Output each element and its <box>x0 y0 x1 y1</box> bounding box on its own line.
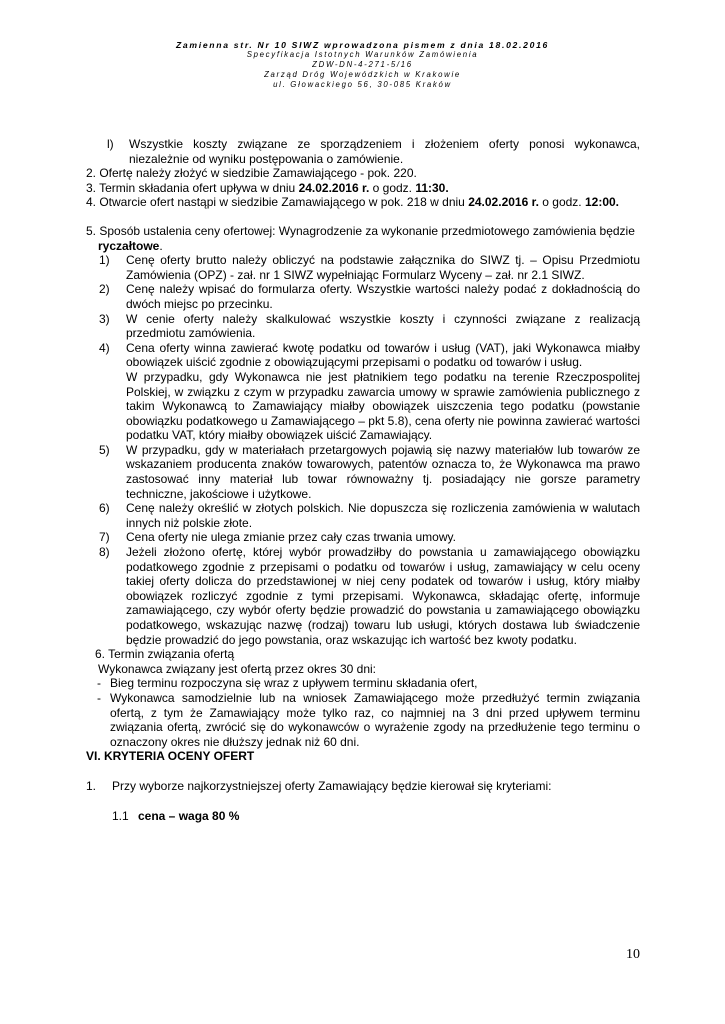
list-item-text-continued: W przypadku, gdy Wykonawca nie jest płatnikiem tego podatku na terenie Rzeczpospolitej Polskiej, w związku z czym w przypadku zawarcia umowy w sprawie zamówienia publicznego z takim Wykonawcą to Zamawiający miałby obowiązek uiszczenia tego podatku (powstanie obowiązku podatkowego u Zamawiającego – pkt 5.8), cena oferty nie powinna zawierać wartości podatku VAT, który miałby obowiązek uiścić Zamawiający. <box>126 369 640 443</box>
list-item-text: W przypadku, gdy w materiałach przetargowych pojawią się nazwy materiałów lub towarów ze wskazaniem producenta znaków towarowych, patentów oznacza to, że Wykonawca ma prawo zastosować inny materiał lub towar równoważny tj. posiadający nie gorsze parametry techniczne, jakościowe i użytkowe. <box>126 442 640 501</box>
paragraph-5 <box>86 224 640 647</box>
list-item <box>88 530 640 545</box>
list-item-label: 7) <box>99 530 110 545</box>
list-item <box>88 312 640 341</box>
header-spec-line: Specyfikacja Istotnych Warunków Zamówienia <box>246 50 479 59</box>
paragraph-3-mid: o godz. <box>369 180 416 195</box>
list-item-label: 8) <box>99 545 110 560</box>
list-item <box>88 341 640 443</box>
list-item-label: 2) <box>99 282 110 297</box>
price-rules-list <box>88 253 640 647</box>
criterion-price <box>112 809 640 824</box>
list-item-body <box>126 341 640 443</box>
paragraph-5-intro: 5. Sposób ustalenia ceny ofertowej: Wynagrodzenie za wykonanie przedmiotowego zamówienia będzie <box>86 223 635 238</box>
list-item-text: Cenę należy wpisać do formularza oferty. Wszystkie wartości należy podać z dokładnością do dwóch miejsc po przecinku. <box>126 282 640 311</box>
list-item <box>88 545 640 647</box>
list-item <box>95 676 640 691</box>
list-item-text: Cenę należy określić w złotych polskich. Nie dopuszcza się rozliczenia zamówienia w walutach innych niż polskie złote. <box>126 501 640 530</box>
item-l-text: Wszystkie koszty związane ze sporządzeniem i złożeniem oferty ponosi wykonawca, niezależnie od wyniku postępowania o zamówienie. <box>129 137 640 166</box>
paragraph-6 <box>95 647 640 749</box>
list-item-text: W cenie oferty należy skalkulować wszystkie koszty i czynności związane z realizacją przedmiotu zamówienia. <box>126 311 640 341</box>
list-item <box>88 253 640 282</box>
item-l <box>107 137 640 166</box>
list-item-label: 1) <box>99 253 110 268</box>
paragraph-3-time: 11:30. <box>415 180 449 195</box>
paragraph-5-bold: ryczałtowe <box>98 238 160 253</box>
list-item-text: Jeżeli złożono ofertę, której wybór prowadziłby do powstania u zamawiającego obowiązku podatkowego zgodnie z przepisami o podatku od towarów i usług, zamawiający w celu oceny takiej oferty dolicza do przedstawionej w niej ceny podatek od towarów i usług, który miałby obowiązek rozliczyć zgodnie z tymi przepisami. Wykonawca, składając ofertę, informuje zamawiającego, czy wybór oferty będzie prowadzić do powstania u zamawiającego obowiązku podatkowego, wskazując nazwę (rodzaj) towaru lub usługi, których dostawa lub świadczenie będzie prowadzić do jego powstania, oraz wskazując ich wartość bez kwoty podatku. <box>126 545 640 647</box>
list-item-text: Wykonawca samodzielnie lub na wniosek Zamawiającego może przedłużyć termin związania ofertą, z tym że Zamawiający może tylko raz, co najmniej na 3 dni przed upływem terminu związania ofertą, zwrócić się do wykonawców o wyrażenie zgody na przedłużenie tego terminu o oznaczony okres nie dłuższy jednak niż 60 dni. <box>110 690 640 749</box>
list-item-text: Cena oferty winna zawierać kwotę podatku od towarów i usług (VAT), jaki Wykonawca miałby obowiązek uiścić zgodnie z obowiązującymi przepisami o podatku od towarów i usług. <box>126 340 640 370</box>
paragraph-5-intro-cont <box>98 239 640 254</box>
list-item <box>88 443 640 501</box>
paragraph-2: 2. Ofertę należy złożyć w siedzibie Zamawiającego - pok. 220. <box>86 166 417 181</box>
paragraph-4-text: 4. Otwarcie ofert nastąpi w siedzibie Zamawiającego w pok. 218 w dniu <box>86 195 469 210</box>
paragraph-4-mid: o godz. <box>538 195 585 210</box>
section-heading: VI. KRYTERIA OCENY OFERT <box>86 749 255 764</box>
dash-bullet: - <box>97 676 101 691</box>
dash-bullet: - <box>97 690 101 705</box>
list-item-text: Cenę oferty brutto należy obliczyć na podstawie załącznika do SIWZ tj. – Opisu Przedmiotu Zamówienia (OPZ) - zał. nr 1 SIWZ wypełniając Formularz Wyceny – zał. nr 2.1 SIWZ. <box>126 253 640 282</box>
list-item-label: 6) <box>99 501 110 516</box>
criteria-paragraph-label: 1. <box>86 778 97 793</box>
page-header <box>0 40 725 90</box>
list-item-text: Cena oferty nie ulega zmianie przez cały czas trwania umowy. <box>126 530 456 545</box>
document-body <box>86 137 640 823</box>
list-item <box>88 282 640 311</box>
header-amendment-line: Zamienna str. Nr 10 SIWZ wprowadzona pismem z dnia 18.02.2016 <box>175 40 550 50</box>
list-item-label: 5) <box>99 442 110 457</box>
paragraph-6-intro: Wykonawca związany jest ofertą przez okres 30 dni: <box>98 661 377 676</box>
list-item-label: 4) <box>99 340 110 355</box>
paragraph-4-time: 12:00. <box>584 195 619 210</box>
header-reference-line: ZDW-DN-4-271-5/16 <box>312 60 413 69</box>
paragraph-3-date: 24.02.2016 r. <box>298 180 370 195</box>
criteria-paragraph <box>86 779 640 794</box>
list-item-text: Bieg terminu rozpoczyna się wraz z upływem terminu składania ofert, <box>110 676 478 691</box>
page-number: 10 <box>626 947 640 962</box>
criterion-price-text: cena – waga 80 % <box>138 808 240 823</box>
paragraph-5-end: . <box>159 238 163 253</box>
criterion-price-label: 1.1 <box>112 808 129 823</box>
list-item-label: 3) <box>99 311 110 326</box>
paragraph-3-text: 3. Termin składania ofert upływa w dniu <box>86 180 299 195</box>
paragraph-4-date: 24.02.2016 r. <box>468 195 539 210</box>
header-address-line: ul. Głowackiego 56, 30-085 Kraków <box>273 80 452 89</box>
paragraph-4 <box>86 195 640 210</box>
criteria-paragraph-text: Przy wyborze najkorzystniejszej oferty Zamawiający będzie kierował się kryteriami: <box>112 778 552 793</box>
header-organization-line: Zarząd Dróg Wojewódzkich w Krakowie <box>264 70 461 79</box>
paragraph-6-title: 6. Termin związania ofertą <box>95 647 235 662</box>
item-l-label: l) <box>107 137 114 151</box>
list-item <box>95 691 640 749</box>
paragraph-3 <box>86 181 640 196</box>
list-item <box>88 501 640 530</box>
